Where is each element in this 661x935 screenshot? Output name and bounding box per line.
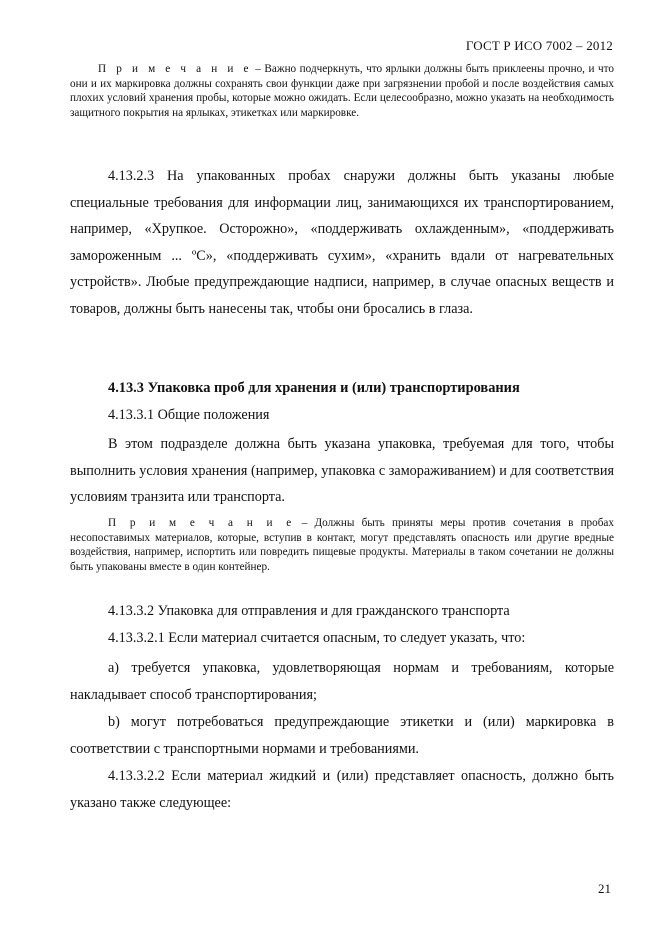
paragraph-4-13-2-3: 4.13.2.3 На упакованных пробах снаружи должны быть указаны любые специальные требования для информации лиц, занимающихся их транспортированием, например, «Хрупкое. Осторожно», «поддерживать охлажденным», «поддерживать замороженным ... ºС», «поддерживать сухим», «хранить вдали от нагревательных устройств». Любые предупреждающие надписи, например, в случае опасных веществ и товаров, должны быть нанесены так, чтобы они бросались в глаза. bbox=[70, 168, 614, 317]
note-text: – Важно подчеркнуть, что ярлыки должны быть приклеены прочно, и что они и их маркировка должны сохранять свои функции даже при загрязнении пробой и после воздействия самых плохих условий хранения пробы, которые можно ожидать. Если целесообразно, можно указать на необходимость защитного покрытия на ярлыках, этикетках или маркировке. bbox=[70, 63, 614, 119]
list-item-a: a) требуется упаковка, удовлетворяющая нормам и требованиям, которые накладывает способ транспортирования; bbox=[70, 660, 614, 703]
section-heading-4-13-3: 4.13.3 Упаковка проб для хранения и (или) транспортирования bbox=[108, 380, 520, 396]
page-number: 21 bbox=[598, 881, 611, 896]
note-text: – Должны быть приняты меры против сочетания в пробах несопоставимых материалов, которые, вступив в контакт, могут представлять опасность или другие вредные воздействия, например, испортить или повредить пищевые продукты. Материалы в таком сочетании не должны быть упакованы вместе в один контейнер. bbox=[70, 517, 614, 573]
paragraph-4-13-3-2-2: 4.13.3.2.2 Если материал жидкий и (или) представляет опасность, должно быть указано также следующее: bbox=[70, 768, 614, 811]
note-paragraph bbox=[70, 516, 614, 574]
paragraph-4-13-3-1: В этом подразделе должна быть указана упаковка, требуемая для того, чтобы выполнить условия хранения (например, упаковка с замораживанием) и для соответствия условиям транзита или транспорта. bbox=[70, 436, 614, 506]
note-paragraph bbox=[70, 62, 614, 120]
list-item-b: b) могут потребоваться предупреждающие этикетки и (или) маркировка в соответствии с транспортными нормами и требованиями. bbox=[70, 714, 614, 757]
paragraph-4-13-3-2-1: 4.13.3.2.1 Если материал считается опасным, то следует указать, что: bbox=[108, 630, 526, 646]
standard-header: ГОСТ Р ИСО 7002 – 2012 bbox=[465, 38, 613, 53]
note-label-durability bbox=[70, 62, 614, 120]
note-label: П р и м е ч а н и е bbox=[108, 517, 295, 529]
note-incompatible-materials bbox=[70, 516, 614, 574]
note-label: П р и м е ч а н и е bbox=[98, 63, 252, 75]
subsection-heading-4-13-3-2: 4.13.3.2 Упаковка для отправления и для гражданского транспорта bbox=[108, 603, 510, 619]
subsection-heading-4-13-3-1: 4.13.3.1 Общие положения bbox=[108, 407, 270, 423]
